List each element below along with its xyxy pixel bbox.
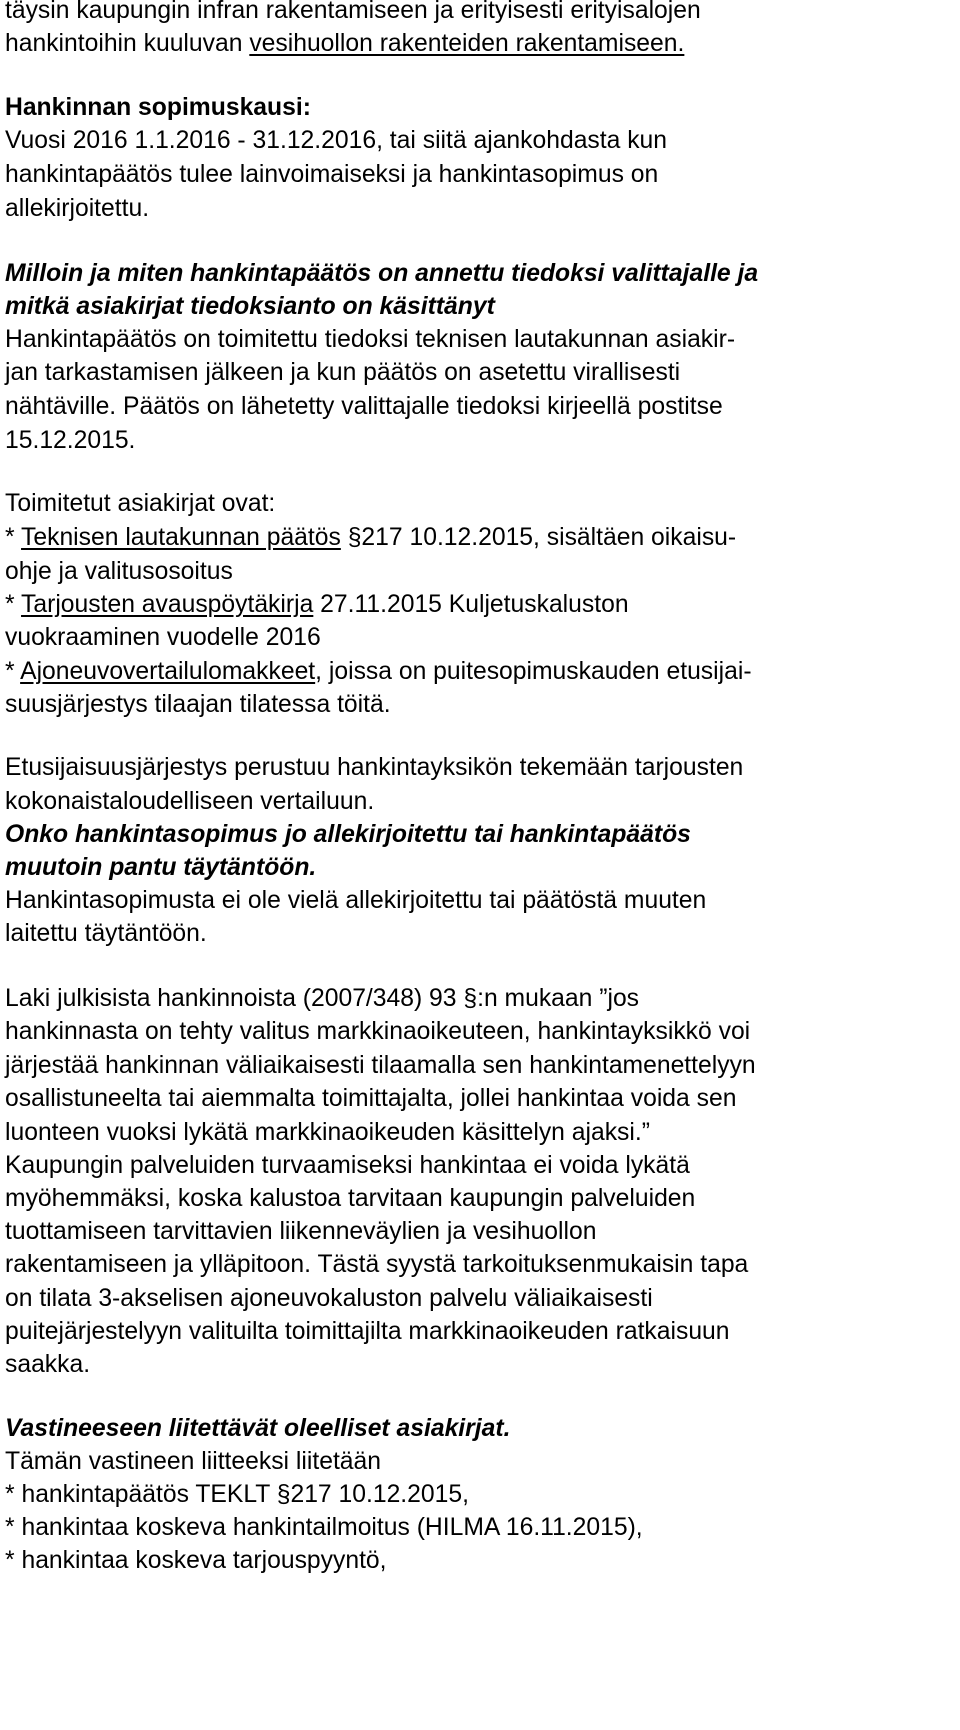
bullet: * [5, 524, 22, 551]
text-line [5, 0, 701, 28]
text-line [5, 1149, 690, 1183]
text-line [5, 424, 135, 458]
bullet: * [5, 591, 22, 618]
text-line [5, 1049, 756, 1083]
text-line [5, 1282, 653, 1316]
text: Hankintapäätös on toimitettu tiedoksi teknisen lautakunnan asiakir- [5, 326, 736, 353]
section-heading-duration [5, 91, 311, 125]
text: Kaupungin palveluiden turvaamiseksi hankintaa ei voida lykätä [5, 1152, 690, 1179]
text: jan tarkastamisen jälkeen ja kun päätös on asetettu virallisesti [5, 359, 681, 386]
text-line [5, 1082, 736, 1116]
text: vuokraaminen vuodelle 2016 [5, 624, 321, 651]
text-line [5, 982, 639, 1016]
bullet: * [5, 658, 21, 685]
text: hankintapäätös tulee lainvoimaiseksi ja hankintasopimus on [5, 161, 659, 188]
text-line [5, 1116, 650, 1150]
text: hankintoihin kuuluvan [5, 30, 250, 57]
text: * hankintaa koskeva tarjouspyyntö, [5, 1547, 387, 1574]
text: §217 10.12.2015, sisältäen oikaisu- [340, 524, 737, 551]
heading-text: Onko hankintasopimus jo allekirjoitettu tai hankintapäätös [5, 821, 691, 848]
text-line [5, 487, 275, 521]
text: Hankintasopimusta ei ole vielä allekirjoitettu tai päätöstä muuten [5, 887, 707, 914]
text: saakka. [5, 1351, 91, 1378]
heading-text: mitkä asiakirjat tiedoksianto on käsittänyt [5, 293, 495, 320]
text: * hankintaa koskeva hankintailmoitus (HILMA 16.11.2015), [5, 1514, 643, 1541]
section-heading-attachments [5, 1412, 510, 1446]
text: suusjärjestys tilaajan tilatessa töitä. [5, 691, 391, 718]
text-line [5, 390, 723, 424]
text-line [5, 1348, 90, 1382]
text: osallistuneelta tai aiemmalta toimittajalta, jollei hankintaa voida sen [5, 1085, 737, 1112]
text-line [5, 1315, 730, 1349]
text-line [5, 884, 706, 918]
text-line [5, 751, 743, 785]
text-line [5, 1182, 695, 1216]
text: puitejärjestelyyn valituilta toimittajilta markkinaoikeuden ratkaisuun [5, 1318, 730, 1345]
list-item [5, 655, 752, 689]
text-line [5, 917, 207, 951]
heading-text: muutoin pantu täytäntöön. [5, 854, 317, 881]
text-line [5, 621, 321, 655]
list-item [5, 588, 629, 622]
text: myöhemmäksi, koska kalustoa tarvitaan kaupungin palveluiden [5, 1185, 696, 1212]
text-line [5, 323, 735, 357]
text: Toimitetut asiakirjat ovat: [5, 490, 276, 517]
text: allekirjoitettu. [5, 195, 150, 222]
text-line [5, 1215, 596, 1249]
text-line [5, 1445, 381, 1479]
text-line [5, 1248, 748, 1282]
text: Etusijaisuusjärjestys perustuu hankintayksikön tekemään tarjousten [5, 754, 744, 781]
list-item [5, 1544, 387, 1578]
text-line [5, 27, 684, 61]
text-line [5, 124, 667, 158]
text: Tämän vastineen liitteeksi liitetään [5, 1448, 381, 1475]
text: ohje ja valitusosoitus [5, 558, 233, 585]
text: täysin kaupungin infran rakentamiseen ja erityisesti erityisalojen [5, 0, 701, 24]
text-line [5, 555, 233, 589]
text-line [5, 785, 374, 819]
section-heading-notice [5, 257, 758, 291]
underlined-text: Tarjousten avauspöytäkirja [21, 591, 314, 618]
text-line [5, 158, 658, 192]
underlined-text: Ajoneuvovertailulomakkeet [20, 658, 316, 685]
text: tuottamiseen tarvittavien liikenneväylien ja vesihuollon [5, 1218, 597, 1245]
list-item [5, 1511, 643, 1545]
text-line [5, 356, 680, 390]
heading-text: Vastineeseen liitettävät oleelliset asiakirjat. [5, 1415, 511, 1442]
list-item [5, 1478, 469, 1512]
text-line [5, 192, 149, 226]
text: hankinnasta on tehty valitus markkinaoikeuteen, hankintayksikkö voi [5, 1018, 751, 1045]
text: nähtäville. Päätös on lähetetty valittajalle tiedoksi kirjeellä postitse [5, 393, 723, 420]
underlined-text: Teknisen lautakunnan päätös [21, 524, 341, 551]
text-line [5, 1015, 750, 1049]
text: luonteen vuoksi lykätä markkinaoikeuden käsittelyn ajaksi.” [5, 1119, 650, 1146]
text: * hankintapäätös TEKLT §217 10.12.2015, [5, 1481, 469, 1508]
section-heading-notice-cont [5, 290, 495, 324]
text: 15.12.2015. [5, 427, 136, 454]
text: Laki julkisista hankinnoista (2007/348) 93 §:n mukaan ”jos [5, 985, 640, 1012]
text: on tilata 3-akselisen ajoneuvokaluston palvelu väliaikaisesti [5, 1285, 653, 1312]
heading-text: Hankinnan sopimuskausi: [5, 94, 311, 121]
heading-text: Milloin ja miten hankintapäätös on annettu tiedoksi valittajalle ja [5, 260, 759, 287]
text: kokonaistaloudelliseen vertailuun. [5, 788, 375, 815]
text-line [5, 688, 391, 722]
text: , joissa on puitesopimuskauden etusijai- [315, 658, 752, 685]
text: laitettu täytäntöön. [5, 920, 207, 947]
underlined-text: vesihuollon rakenteiden rakentamiseen. [249, 30, 685, 57]
text: 27.11.2015 Kuljetuskaluston [313, 591, 629, 618]
list-item [5, 521, 736, 555]
section-heading-contract-cont [5, 851, 316, 885]
text: Vuosi 2016 1.1.2016 - 31.12.2016, tai siitä ajankohdasta kun [5, 127, 668, 154]
section-heading-contract [5, 818, 691, 852]
text: rakentamiseen ja ylläpitoon. Tästä syystä tarkoituksenmukaisin tapa [5, 1251, 749, 1278]
text: järjestää hankinnan väliaikaisesti tilaamalla sen hankintamenettelyyn [5, 1052, 756, 1079]
